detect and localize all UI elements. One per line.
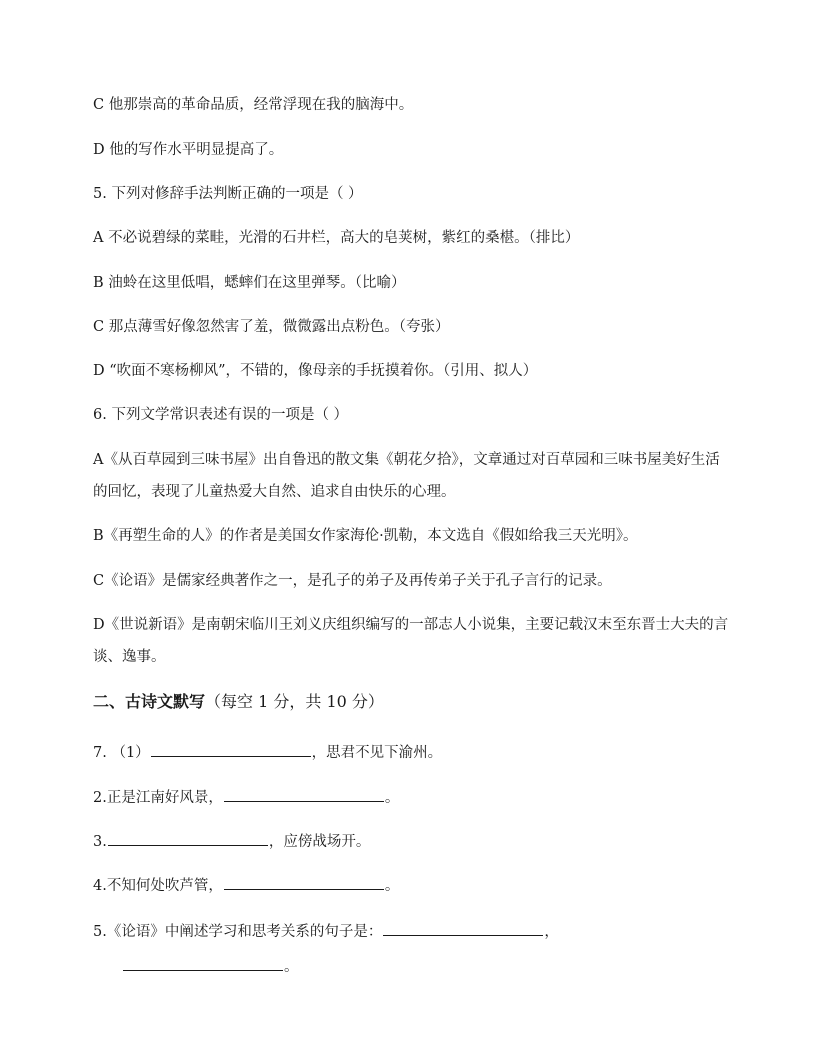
q7-item-5-continued [122,955,299,977]
q7-item-1-blank[interactable] [151,741,311,757]
section-2-heading [93,691,384,713]
section-2-note: （每空 1 分，共 10 分） [205,692,384,711]
q7-item-4-blank[interactable] [224,874,384,890]
q4-option-d: D 他的写作水平明显提高了。 [93,142,284,158]
q7-item-2-suffix: 。 [384,790,400,806]
q6-option-a: A《从百草园到三味书屋》出自鲁迅的散文集《朝花夕拾》，文章通过对百草园和三味书屋美好生活的回忆，表现了儿童热爱大自然、追求自由快乐的心理。 [93,452,720,500]
q7-item-1-suffix: ，思君不见下渝州。 [311,745,443,761]
q7-item-3-prefix: 3. [93,834,107,850]
q6-option-b: B《再塑生命的人》的作者是美国女作家海伦·凯勒，本文选自《假如给我三天光明》。 [93,528,638,544]
q4-option-c: C 他那崇高的革命品质，经常浮现在我的脑海中。 [93,97,414,113]
q5-option-b: B 油蛉在这里低唱，蟋蟀们在这里弹琴。（比喻） [93,275,406,291]
q7-item-5 [93,920,559,942]
q7-item-5-end: 。 [284,959,299,975]
q5-stem: 5. 下列对修辞手法判断正确的一项是（ ） [93,186,363,202]
q7-item-2 [93,786,399,808]
q7-item-4 [93,874,399,896]
q7-item-4-prefix: 4.不知何处吹芦管， [93,878,223,894]
q5-option-c: C 那点薄雪好像忽然害了羞，微微露出点粉色。（夸张） [93,319,450,335]
q7-item-2-prefix: 2.正是江南好风景， [93,790,223,806]
q7-item-5-blank-1[interactable] [383,920,543,936]
q7-item-3-suffix: ，应傍战场开。 [268,834,371,850]
q7-item-3 [93,830,370,852]
q7-item-5-mid: ， [544,924,559,940]
q7-item-3-blank[interactable] [108,830,268,846]
q6-option-c: C《论语》是儒家经典著作之一，是孔子的弟子及再传弟子关于孔子言行的记录。 [93,573,612,589]
q6-option-d: D《世说新语》是南朝宋临川王刘义庆组织编写的一部志人小说集，主要记载汉末至东晋士大夫的言谈、逸事。 [93,617,729,665]
q7-item-1-prefix: 7. （1） [93,745,150,761]
q7-item-4-suffix: 。 [384,878,400,894]
q7-item-5-blank-2[interactable] [123,955,283,971]
q7-item-5-prefix: 5.《论语》中阐述学习和思考关系的句子是： [93,924,383,940]
q7-item-1 [93,741,442,763]
q5-option-a: A 不必说碧绿的菜畦，光滑的石井栏，高大的皂荚树，紫红的桑椹。（排比） [93,230,580,246]
q6-stem: 6. 下列文学常识表述有误的一项是（ ） [93,407,349,423]
q5-option-d: D “吹面不寒杨柳风”，不错的，像母亲的手抚摸着你。（引用、拟人） [93,363,538,379]
section-2-title: 二、古诗文默写 [93,692,206,711]
q7-item-2-blank[interactable] [224,786,384,802]
